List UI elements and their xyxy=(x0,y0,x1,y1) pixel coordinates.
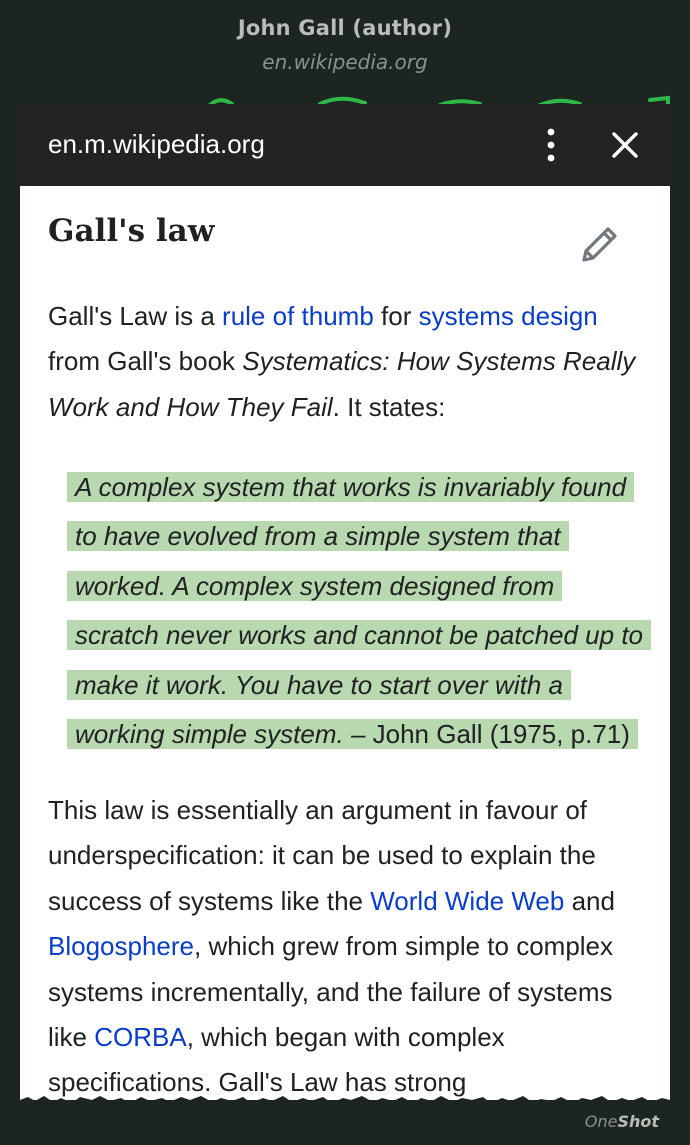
para2-text-4: , which began with complex specifications. Gall's Law has strong xyxy=(48,1022,505,1098)
share-title: John Gall (author) xyxy=(237,16,453,40)
branding-shot: Shot xyxy=(617,1112,659,1131)
quote-text: A complex system that works is invariably found to have evolved from a simple system that worked. A complex system designed from scratch never works and cannot be patched up to make it work. You have to start over with a working simple system. xyxy=(75,472,644,750)
page-title: Gall's law xyxy=(48,213,215,249)
browser-header xyxy=(20,104,670,186)
link-blogosphere[interactable]: Blogosphere xyxy=(48,931,194,962)
pencil-icon xyxy=(578,222,622,266)
quote-attribution: – John Gall (1975, p.71) xyxy=(343,719,630,750)
url-label: en.m.wikipedia.org xyxy=(48,129,265,159)
wikipedia-preview-card xyxy=(20,104,670,1100)
link-systems-design[interactable]: systems design xyxy=(418,301,598,331)
link-rule-of-thumb[interactable]: rule of thumb xyxy=(222,301,374,331)
torn-edge-decoration xyxy=(20,1094,670,1100)
para2-text-2: and xyxy=(564,885,615,916)
close-icon xyxy=(606,126,644,164)
para2-text-3: , which grew from simple to complex systems incrementally, and the failure of systems like xyxy=(48,931,614,1053)
para2-text-1: This law is essentially an argument in favour of underspecification: it can be used to explain the success of systems like the xyxy=(48,795,596,916)
body-paragraph xyxy=(48,788,652,1100)
intro-text-3: from Gall's book xyxy=(48,346,243,377)
intro-paragraph xyxy=(48,294,652,430)
close-button[interactable] xyxy=(606,126,644,164)
edit-button[interactable] xyxy=(578,222,622,266)
link-world-wide-web[interactable]: World Wide Web xyxy=(370,885,565,916)
branding-one: One xyxy=(584,1112,618,1131)
intro-text-4: . It states: xyxy=(332,391,446,422)
share-source: en.wikipedia.org xyxy=(262,50,428,74)
more-vertical-icon xyxy=(536,126,566,164)
intro-text-1: Gall's Law is a xyxy=(48,301,223,331)
menu-button[interactable] xyxy=(536,126,566,164)
intro-text-2: for xyxy=(373,301,419,331)
blockquote xyxy=(67,465,644,761)
oneshot-branding xyxy=(585,1112,659,1131)
book-title: Systematics: How Systems Really Work and How They Fail xyxy=(48,346,636,422)
highlighted-quote[interactable] xyxy=(67,472,651,749)
link-corba[interactable]: CORBA xyxy=(94,1022,187,1053)
